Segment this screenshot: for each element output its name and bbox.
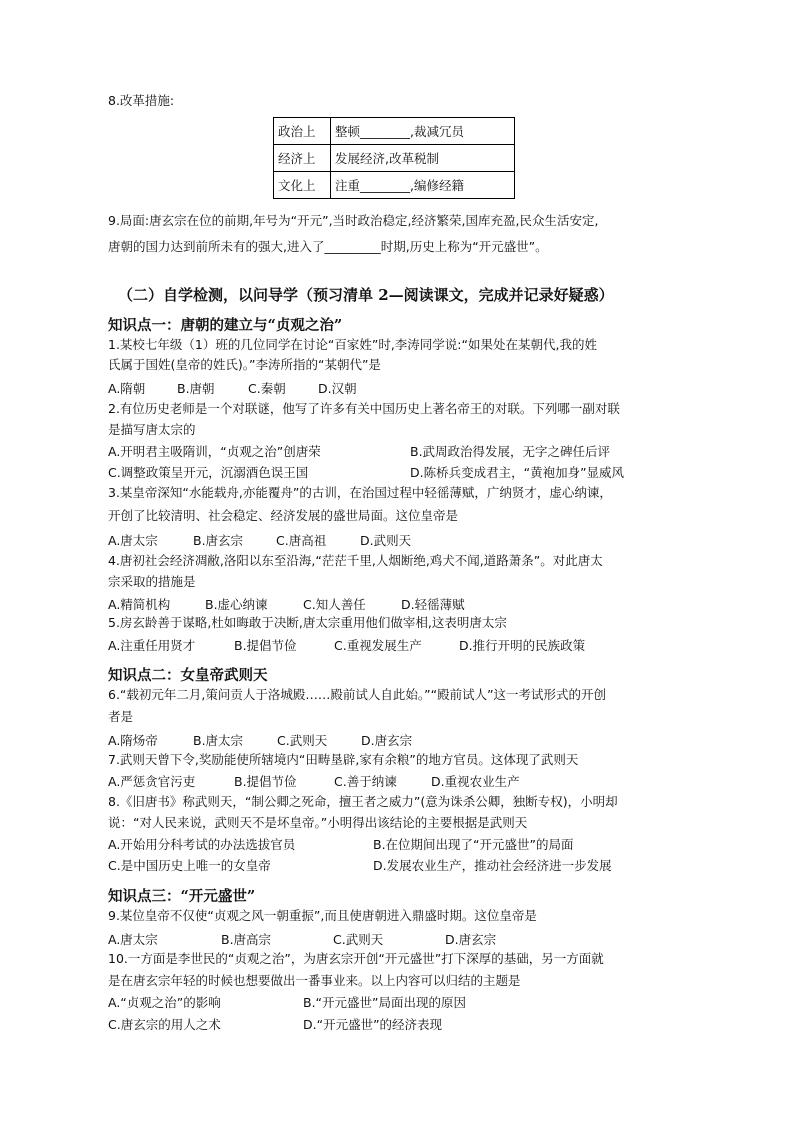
q4-option-b: B.虚心纳谏 [205, 597, 268, 612]
q2-line1: 2.有位历史老师是一个对联谜，他写了许多有关中国历史上著名帝王的对联。下列哪一副对联 [108, 401, 620, 416]
q10-option-b: B.“开元盛世”局面出现的原因 [303, 995, 467, 1010]
q6-option-d: D.唐玄宗 [361, 733, 413, 748]
kp3-title: 知识点三：“开元盛世” [108, 888, 256, 905]
q4-option-a: A.精简机构 [108, 597, 171, 612]
q8-option-c: C.是中国历史上唯一的女皇帝 [108, 858, 271, 873]
q7-option-d: D.重视农业生产 [431, 774, 520, 789]
q8-line2: 说：“对人民来说，武则天不是坏皇帝。”小明得出该结论的主要根据是武则天 [108, 815, 528, 830]
q8-option-b: B.在位期间出现了“开元盛世”的局面 [373, 837, 574, 852]
q4-option-c: C.知人善任 [303, 597, 366, 612]
q9-option-d: D.唐玄宗 [445, 932, 497, 947]
q6-option-a: A.隋炀帝 [108, 733, 158, 748]
q2-option-b: B.武周政治得发展，无字之碑任后评 [410, 444, 611, 459]
q8-option-d: D.发展农业生产，推动社会经济进一步发展 [373, 858, 612, 873]
q1-option-b: B.唐朝 [177, 381, 215, 396]
q7-option-b: B.提倡节俭 [234, 774, 297, 789]
item9-line1: 9.局面:唐玄宗在位的前期,年号为“开元”,当时政治稳定,经济繁荣,国库充盈,民众生活安定, [108, 213, 599, 228]
q2-option-a: A.开明君主吸隋训，“贞观之治”创唐荣 [108, 444, 321, 459]
q5-option-b: B.提倡节俭 [234, 638, 297, 653]
q3-option-c: C.唐高祖 [276, 533, 327, 548]
table-cell-value: 发展经济,改革税制 [331, 145, 515, 172]
table-cell-value: 注重________,编修经籍 [331, 172, 515, 199]
section2-title: （二）自学检测，以问导学（预习清单 2—阅读课文，完成并记录好疑惑） [118, 286, 614, 304]
table-row [274, 118, 515, 145]
q4-line2: 宗采取的措施是 [108, 574, 196, 589]
q10-line1: 10.一方面是李世民的“贞观之治”，为唐玄宗开创“开元盛世”打下深厚的基础，另一方面就 [108, 951, 604, 966]
table-cell-key: 政治上 [274, 118, 331, 145]
q3-line1: 3.某皇帝深知“水能载舟,亦能覆舟”的古训，在治国过程中轻徭薄赋，广纳贤才，虚心纳谏， [108, 485, 612, 500]
reform-table [273, 117, 515, 199]
q3-option-d: D.武则天 [360, 533, 412, 548]
q6-line2: 者是 [108, 709, 134, 724]
q10-option-d: D.“开元盛世”的经济表现 [303, 1017, 443, 1032]
kp1-title: 知识点一：唐朝的建立与“贞观之治” [108, 317, 343, 334]
q2-line2: 是描写唐太宗的 [108, 422, 196, 437]
table-cell-key: 文化上 [274, 172, 331, 199]
q9-option-a: A.唐太宗 [108, 932, 158, 947]
q10-option-a: A.“贞观之治”的影响 [108, 995, 221, 1010]
q2-option-c: C.调整政策呈开元，沉溺酒色误王国 [108, 465, 309, 480]
q1-line1: 1.某校七年级（1）班的几位同学在讨论“百家姓”时,李涛同学说:“如果处在某朝代,我的姓 [108, 337, 597, 352]
table-row [274, 172, 515, 199]
q5-option-c: C.重视发展生产 [334, 638, 422, 653]
table-cell-key: 经济上 [274, 145, 331, 172]
q8-option-a: A.开始用分科考试的办法选拔官员 [108, 837, 296, 852]
q7-line1: 7.武则天曾下令,奖励能使所辖境内“田畴垦辟,家有余粮”的地方官员。这体现了武则天 [108, 752, 579, 767]
q1-line2: 氏属于国姓(皇帝的姓氏)。”李涛所指的“某朝代”是 [108, 357, 381, 372]
q6-option-c: C.武则天 [277, 733, 328, 748]
q6-option-b: B.唐太宗 [193, 733, 244, 748]
q7-option-a: A.严惩贪官污吏 [108, 774, 196, 789]
q5-line1: 5.房玄龄善于谋略,杜如晦敢于决断,唐太宗重用他们做宰相,这表明唐太宗 [108, 615, 507, 630]
q1-option-c: C.秦朝 [248, 381, 286, 396]
q4-option-d: D.轻徭薄赋 [401, 597, 465, 612]
q1-option-a: A.隋朝 [108, 381, 146, 396]
q5-option-a: A.注重任用贤才 [108, 638, 196, 653]
q8-line1: 8.《旧唐书》称武则天，“制公卿之死命，擅王者之威力”(意为诛杀公卿，独断专权)，小明却 [108, 794, 618, 809]
q5-option-d: D.推行开明的民族政策 [459, 638, 586, 653]
q2-option-d: D.陈桥兵变成君主，“黄袍加身”显威风 [410, 465, 625, 480]
q6-line1: 6.“载初元年二月,策问贡人于洛城殿……殿前试人自此始。”“殿前试人”这一考试形式的开创 [108, 687, 607, 702]
q7-option-c: C.善于纳谏 [334, 774, 397, 789]
item9-line2: 唐朝的国力达到前所未有的强大,进入了_________时期,历史上称为“开元盛世”。 [108, 239, 548, 254]
item8-title: 8.改革措施: [108, 93, 175, 108]
table-row [274, 145, 515, 172]
table-cell-value: 整顿________,裁减冗员 [331, 118, 515, 145]
q4-line1: 4.唐初社会经济凋敝,洛阳以东至沿海,“茫茫千里,人烟断绝,鸡犬不闻,道路萧条”。对此唐太 [108, 553, 603, 568]
q3-option-b: B.唐玄宗 [193, 533, 244, 548]
q3-option-a: A.唐太宗 [108, 533, 158, 548]
q9-line1: 9.某位皇帝不仅使“贞观之风一朝重振”,而且使唐朝进入鼎盛时期。这位皇帝是 [108, 908, 537, 923]
q10-option-c: C.唐玄宗的用人之术 [108, 1017, 221, 1032]
q10-line2: 是在唐玄宗年轻的时候也想要做出一番事业来。以上内容可以归结的主题是 [108, 973, 521, 988]
q1-option-d: D.汉朝 [318, 381, 357, 396]
q3-line2: 开创了比较清明、社会稳定、经济发展的盛世局面。这位皇帝是 [108, 508, 459, 523]
q9-option-b: B.唐高宗 [221, 932, 272, 947]
q9-option-c: C.武则天 [333, 932, 384, 947]
kp2-title: 知识点二：女皇帝武则天 [108, 667, 268, 684]
